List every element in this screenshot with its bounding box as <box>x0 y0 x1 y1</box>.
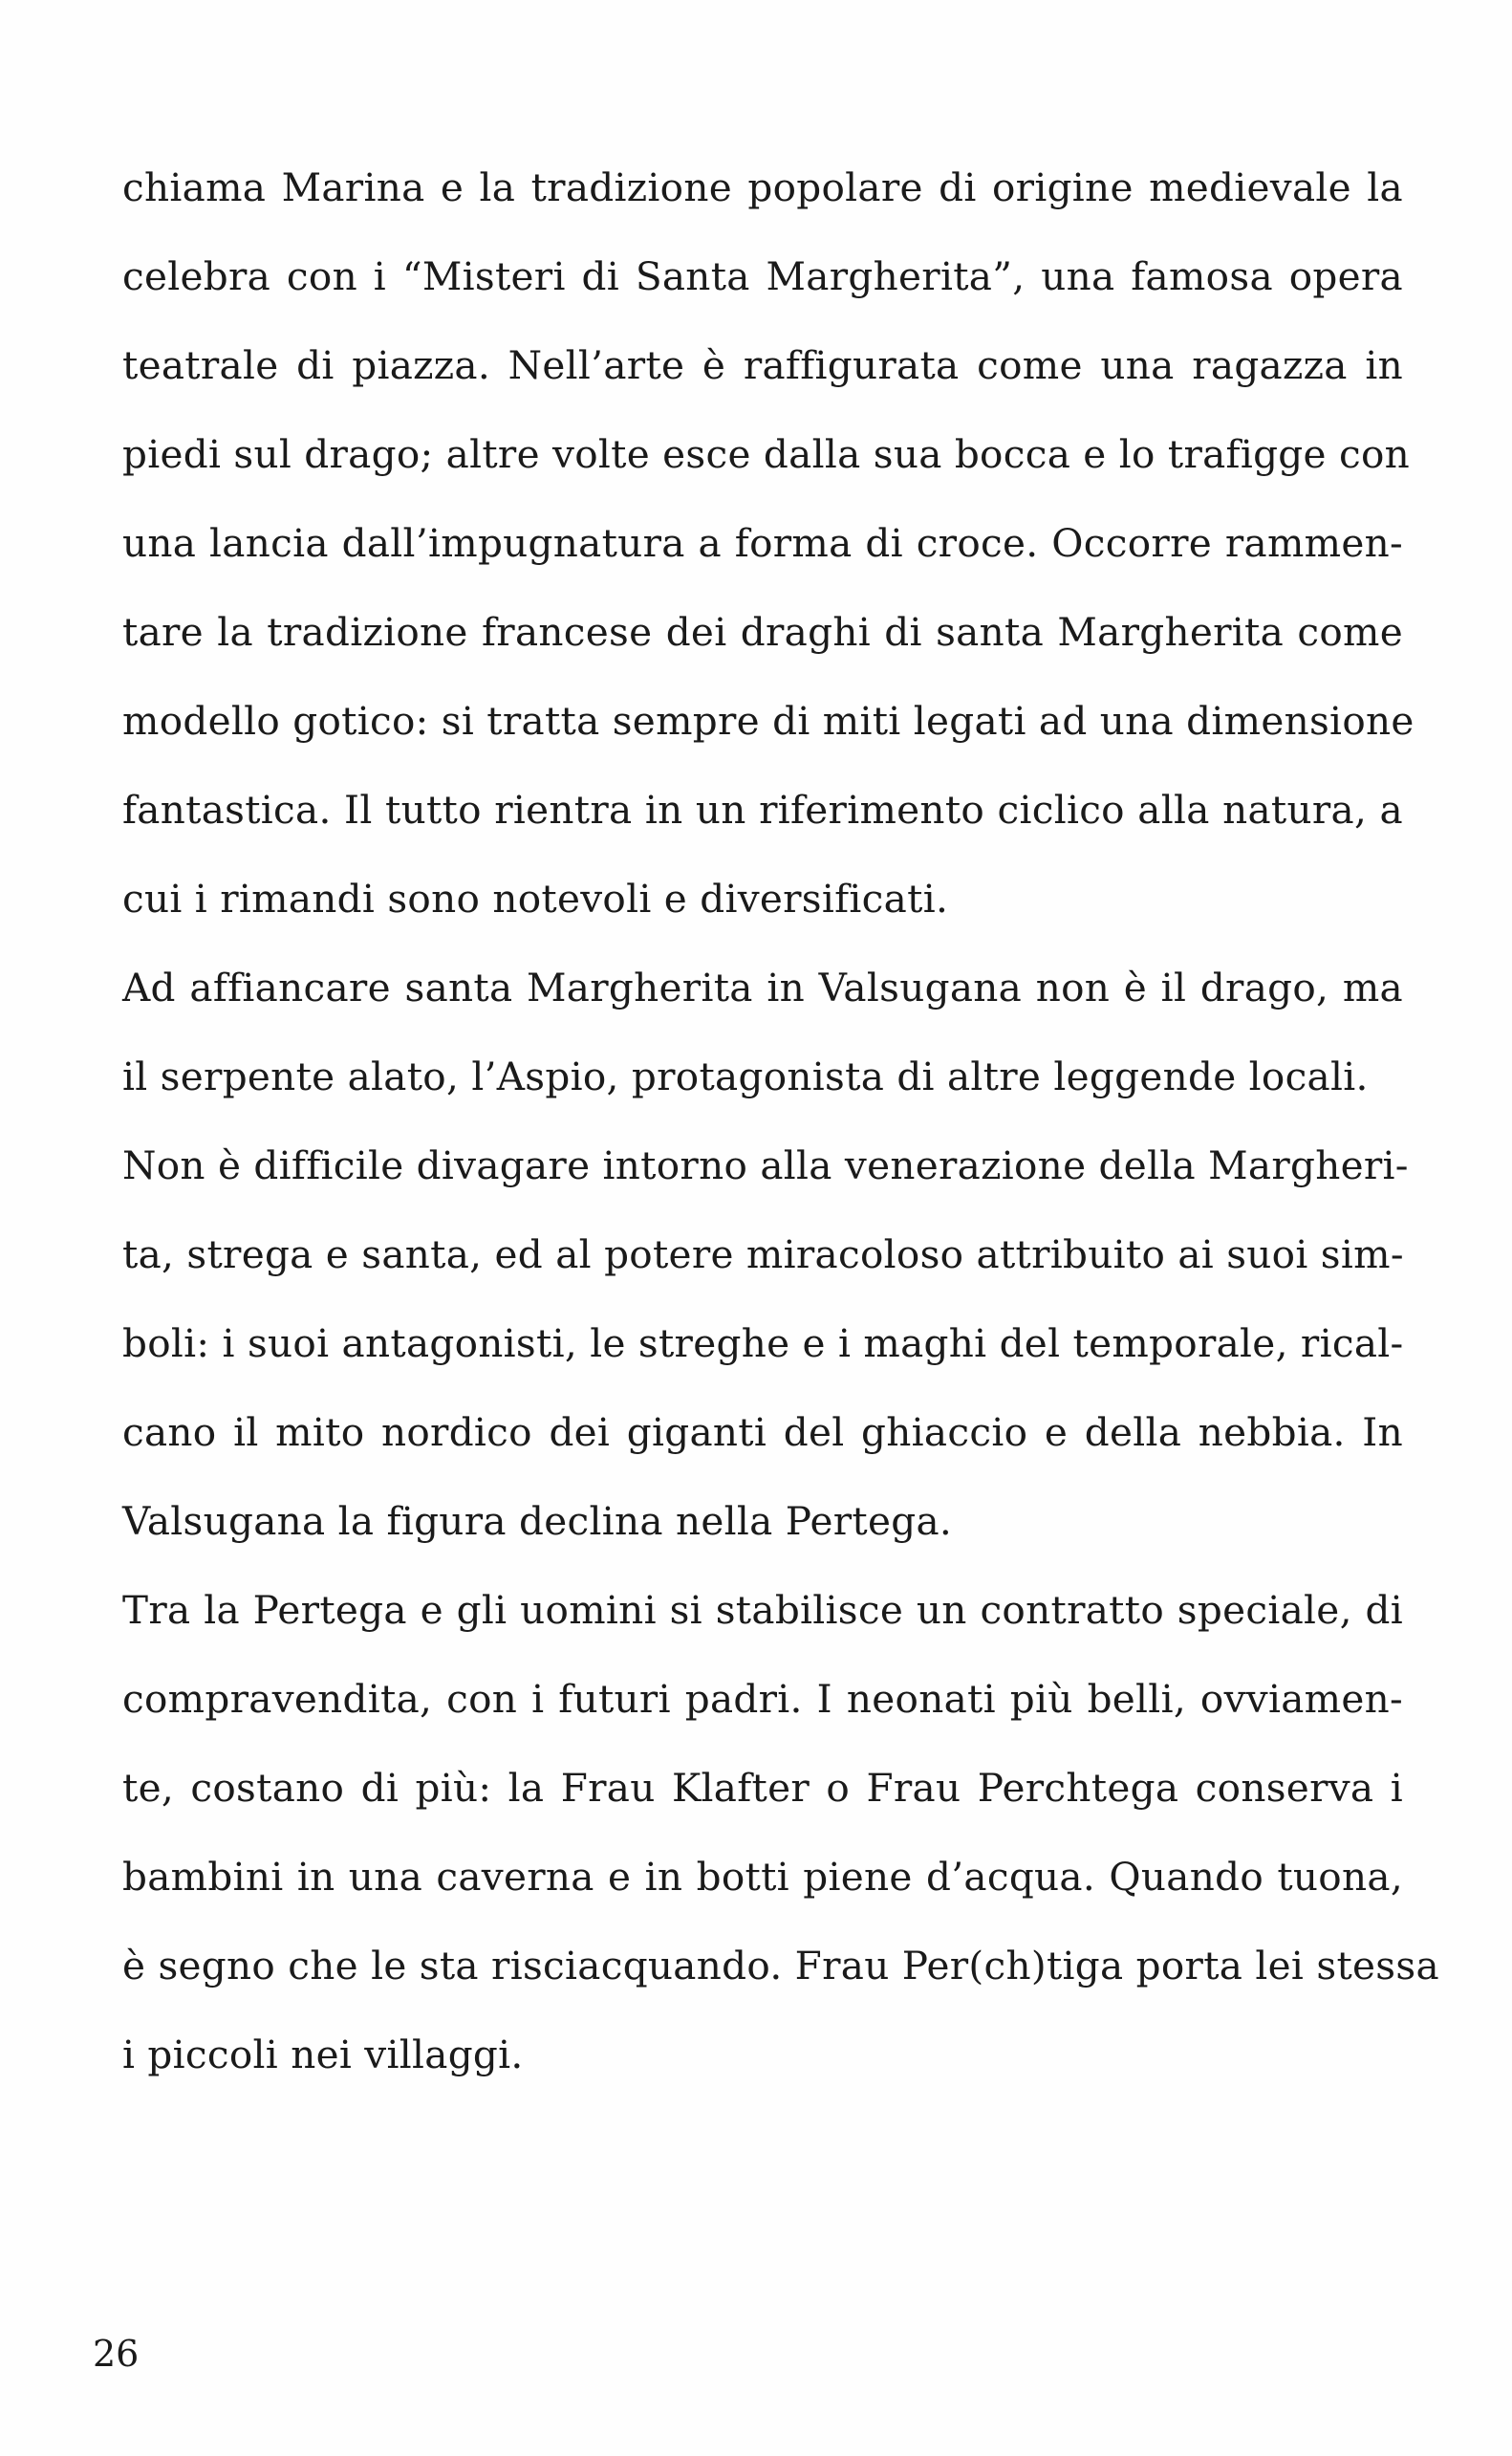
text-line: Tra la Pertega e gli uomini si stabilisce un contratto speciale, di <box>122 1587 1403 1633</box>
text-line: è segno che le sta risciacquando. Frau Per(ch)tiga porta lei stessa <box>122 1943 1439 1989</box>
text-line: teatrale di piazza. Nell’arte è raffigurata come una ragazza in <box>122 342 1403 388</box>
page-number: 26 <box>93 2333 140 2375</box>
text-line: Valsugana la figura declina nella Pertega. <box>122 1498 953 1544</box>
text-line: cano il mito nordico dei giganti del ghiaccio e della nebbia. In <box>122 1409 1403 1455</box>
text-line: modello gotico: si tratta sempre di miti legati ad una dimensione <box>122 698 1415 744</box>
paragraph-4 <box>122 1566 1439 2099</box>
text-line: cui i rimandi sono notevoli e diversificati. <box>122 876 949 922</box>
text-line: piedi sul drago; altre volte esce dalla sua bocca e lo trafigge con <box>122 431 1411 477</box>
paragraph-1 <box>122 143 1415 944</box>
text-line: te, costano di più: la Frau Klafter o Frau Perchtega conserva i <box>122 1765 1403 1811</box>
text-line: una lancia dall’impugnatura a forma di croce. Occorre rammen- <box>122 520 1403 566</box>
paragraph-3 <box>122 1121 1409 1566</box>
text-line: i piccoli nei villaggi. <box>122 2032 524 2077</box>
text-line: bambini in una caverna e in botti piene d’acqua. Quando tuona, <box>122 1854 1403 1900</box>
paragraph-2 <box>122 944 1403 1121</box>
text-line: ta, strega e santa, ed al potere miracoloso attribuito ai suoi sim- <box>122 1231 1404 1277</box>
text-line: fantastica. Il tutto rientra in un riferimento ciclico alla natura, a <box>122 787 1403 833</box>
text-line: boli: i suoi antagonisti, le streghe e i maghi del temporale, rical- <box>122 1320 1404 1366</box>
text-line: il serpente alato, l’Aspio, protagonista di altre leggende locali. <box>122 1054 1369 1099</box>
text-line: celebra con i “Misteri di Santa Margherita”, una famosa opera <box>122 253 1403 299</box>
body-text <box>122 143 1439 2099</box>
text-line: Ad affiancare santa Margherita in Valsugana non è il drago, ma <box>122 965 1403 1011</box>
text-line: chiama Marina e la tradizione popolare di origine medievale la <box>122 164 1403 210</box>
text-line: compravendita, con i futuri padri. I neonati più belli, ovviamen- <box>122 1676 1403 1722</box>
text-line: Non è difficile divagare intorno alla venerazione della Margheri- <box>122 1142 1409 1188</box>
text-line: tare la tradizione francese dei draghi di santa Margherita come <box>122 609 1403 655</box>
